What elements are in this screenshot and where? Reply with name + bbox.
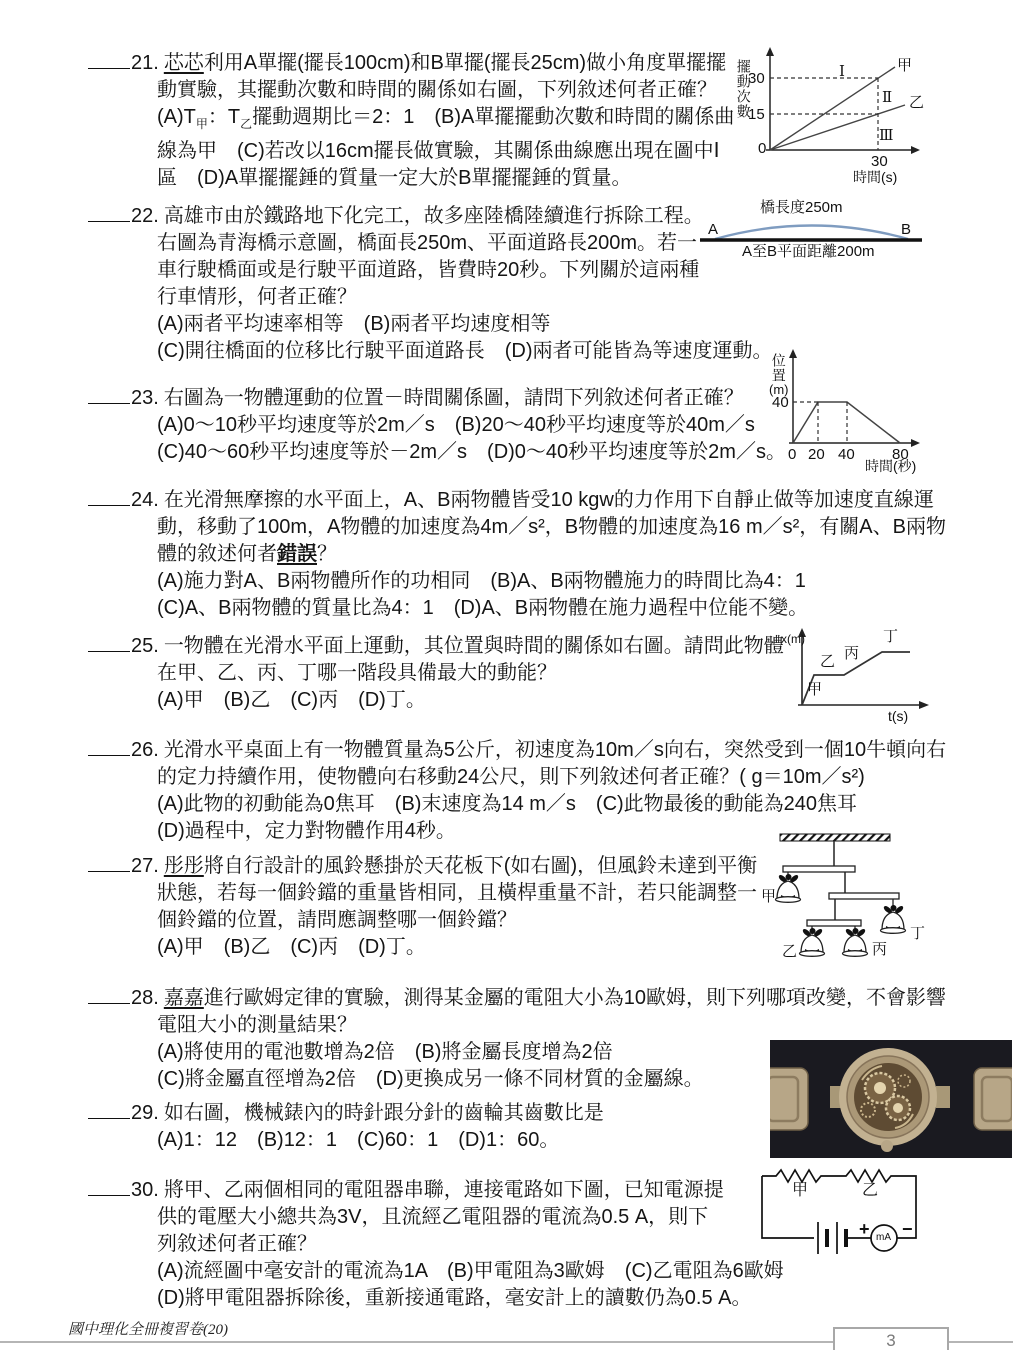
x-axis-label: t(s): [888, 708, 909, 724]
question-line: 動，移動了100m，A物體的加速度為4m／s²，B物體的加速度為16 m／s²，有關A、B兩物: [157, 516, 946, 538]
question-number: 21.: [131, 52, 159, 74]
question-30: [88, 1177, 784, 1312]
question-line: (A)1：12 (B)12：1 (C)60：1 (D)1：60。: [157, 1129, 560, 1151]
page-number: 3: [886, 1330, 896, 1350]
x-tick-80: 80: [892, 446, 909, 463]
question-number: 27.: [131, 855, 159, 877]
question-line: 體的敘述何者錯誤？: [157, 543, 337, 565]
question-27: [88, 853, 757, 961]
question-23: [88, 385, 786, 466]
question-line: 25. 一物體在光滑水平面上運動，其位置與時間的關係如右圖。請問此物體: [88, 633, 784, 660]
question-line: 右圖為青海橋示意圖，橋面長250m、平面道路長200m。若一: [157, 232, 698, 254]
bell-jia-label: 甲: [761, 888, 777, 905]
question-number: 29.: [131, 1102, 159, 1124]
question-line: 供的電壓大小總共為3V，且流經乙電阻器的電流為0.5 A，則下: [157, 1206, 709, 1228]
question-line: 23. 右圖為一物體運動的位置－時間關係圖，請問下列敘述何者正確？: [88, 385, 786, 412]
question-line: 22. 高雄市由於鐵路地下化完工，故多座陸橋陸續進行拆除工程。: [88, 203, 773, 230]
question-line: 狀態，若每一個鈴鐺的重量皆相同，且橫桿重量不計，若只能調整一: [157, 882, 757, 904]
question-line: 線為甲 (C)若改以16cm擺長做實驗，其關係曲線應出現在圖中Ⅰ: [157, 140, 720, 162]
emphasized-word: 錯誤: [277, 543, 317, 565]
question-21: [88, 50, 734, 192]
line-jia-label: 甲: [897, 57, 913, 74]
question-line: 27. 彤彤將自行設計的風鈴懸掛於天花板下(如右圖)，但風鈴未達到平衡: [88, 853, 757, 880]
question-line: 29. 如右圖，機械錶內的時針跟分針的齒輪其齒數比是: [88, 1100, 604, 1127]
bridge-diagram: [698, 198, 930, 264]
segment-jia-label: 甲: [807, 681, 823, 698]
question-line: 28. 嘉嘉進行歐姆定律的實驗，測得某金屬的電阻大小為10歐姆，則下列哪項改變，不會影響: [88, 985, 946, 1012]
question-line: 個鈴鐺的位置，請問應調整哪一個鈴鐺？: [157, 909, 517, 931]
question-22: [88, 203, 773, 365]
answer-blank: [88, 491, 130, 506]
answer-blank: [88, 54, 130, 69]
watch-image: [770, 1040, 1012, 1158]
pendulum-frequency-graph: [733, 45, 933, 195]
point-b-label: B: [901, 221, 912, 238]
question-line: 在甲、乙、丙、丁哪一階段具備最大的動能？: [157, 662, 557, 684]
plus-sign: +: [859, 1219, 870, 1239]
line-yi-label: 乙: [909, 94, 925, 111]
y-axis-unit: (m): [769, 382, 789, 397]
question-line: 動實驗，其擺動次數和時間的關係如右圖，下列敘述何者正確？: [157, 79, 717, 101]
x-tick-30: 30: [871, 153, 888, 170]
bell-ding-label: 丁: [910, 925, 926, 942]
segment-ding-label: 丁: [883, 628, 899, 645]
y-tick-30: 30: [748, 70, 765, 87]
student-name: 彤彤: [163, 855, 204, 877]
question-line: 30. 將甲、乙兩個相同的電阻器串聯，連接電路如下圖，已知電源提: [88, 1177, 784, 1204]
page-number-box: [833, 1327, 949, 1350]
region-2-label: Ⅱ: [882, 90, 893, 106]
question-number: 26.: [131, 739, 159, 761]
y-axis-label: 位置: [770, 353, 787, 383]
question-line: (C)A、B兩物體的質量比為4：1 (D)A、B兩物體在施力過程中位能不變。: [157, 597, 809, 619]
question-line: $(A)T_甲$：$T_乙$擺動週期比＝2：1 (B)A單擺擺動次數和時間的關係曲: [157, 106, 735, 131]
question-line: (A)流經圖中毫安計的電流為1A (B)甲電阻為3歐姆 (C)乙電阻為6歐姆: [157, 1260, 784, 1282]
position-time-graph: [766, 346, 1013, 474]
region-1-label: Ⅰ: [839, 64, 845, 80]
answer-blank: [88, 989, 130, 1004]
resistor-yi-label: 乙: [862, 1182, 879, 1199]
question-line: 列敘述何者正確？: [157, 1233, 317, 1255]
x-axis-label: 時間(s): [853, 169, 898, 185]
wind-chime-diagram: [755, 825, 1013, 971]
segment-yi-label: 乙: [820, 653, 836, 670]
question-number: 24.: [131, 489, 159, 511]
ammeter-label: mA: [876, 1232, 891, 1243]
question-line: (A)0～10秒平均速度等於2m／s (B)20～40秒平均速度等於40m／s: [157, 414, 755, 436]
bell-bing-label: 丙: [872, 941, 888, 958]
question-line: (A)兩者平均速率相等 (B)兩者平均速度相等: [157, 313, 551, 335]
answer-blank: [88, 207, 130, 222]
question-line: (D)過程中，定力對物體作用4秒。: [157, 820, 456, 842]
bridge-length-label: 橋長度250m: [760, 199, 843, 216]
footer-title: 國中理化全冊複習卷(20): [68, 1322, 228, 1338]
question-line: (A)此物的初動能為0焦耳 (B)末速度為14 m／s (C)此物最後的動能為240焦耳: [157, 793, 858, 815]
student-name: 芯芯: [163, 52, 204, 74]
question-number: 25.: [131, 635, 159, 657]
question-line: 區 (D)A單擺擺錘的質量一定大於B單擺擺錘的質量。: [157, 167, 632, 189]
x-tick-20: 20: [808, 446, 825, 463]
answer-blank: [88, 857, 130, 872]
x-axis-label: 時間(秒): [865, 458, 917, 474]
question-line: (A)甲 (B)乙 (C)丙 (D)丁。: [157, 936, 426, 958]
y-axis-label: 擺動次數: [735, 59, 752, 119]
question-line: 行車情形，何者正確？: [157, 286, 357, 308]
circuit-diagram: [756, 1166, 1006, 1261]
question-24: [88, 487, 946, 622]
circuit-strokes: [756, 1166, 1006, 1261]
point-a-label: A: [708, 221, 719, 238]
y-tick-15: 15: [748, 106, 765, 123]
question-line: (A)施力對A、B兩物體所作的功相同 (B)A、B兩物體施力的時間比為4：1: [157, 570, 806, 592]
question-line: (A)將使用的電池數增為2倍 (B)將金屬長度增為2倍: [157, 1041, 613, 1063]
y-tick-40: 40: [772, 394, 789, 411]
question-number: 23.: [131, 387, 159, 409]
x-tick-40: 40: [838, 446, 855, 463]
region-3-label: Ⅲ: [879, 128, 894, 144]
resistor-jia-label: 甲: [792, 1182, 809, 1199]
question-number: 28.: [131, 987, 159, 1009]
student-name: 嘉嘉: [163, 987, 204, 1009]
answer-blank: [88, 1104, 130, 1119]
answer-blank: [88, 1181, 130, 1196]
question-line: [88, 50, 734, 77]
minus-sign: −: [902, 1219, 913, 1239]
question-29: [88, 1100, 604, 1154]
x-tick-0: 0: [788, 446, 797, 463]
answer-blank: [88, 741, 130, 756]
question-line: (D)將甲電阻器拆除後，重新接通電路，毫安計上的讀數仍為0.5 A。: [157, 1287, 752, 1309]
segment-bing-label: 丙: [844, 645, 860, 662]
question-line: 24. 在光滑無摩擦的水平面上，A、B兩物體皆受10 kgw的力作用下自靜止做等加速度直線運: [88, 487, 946, 514]
graph-strokes: [766, 346, 1013, 474]
question-number: 30.: [131, 1179, 159, 1201]
answer-blank: [88, 389, 130, 404]
position-time-step-graph: [780, 625, 1013, 725]
bell-yi-label: 乙: [782, 943, 798, 960]
answer-blank: [88, 637, 130, 652]
watch-photo: [770, 1040, 1012, 1158]
question-line: 26. 光滑水平桌面上有一物體質量為5公斤，初速度為10m／s向右，突然受到一個10牛頓向右: [88, 737, 946, 764]
question-text: 利用A單擺(擺長100cm)和B單擺(擺長25cm)做小角度單擺擺: [203, 52, 727, 74]
question-25: [88, 633, 784, 714]
question-line: 的定力持續作用，使物體向右移動24公尺，則下列敘述何者正確？( g＝10m／s²): [157, 766, 865, 788]
question-line: 電阻大小的測量結果？: [157, 1014, 357, 1036]
question-line: (A)甲 (B)乙 (C)丙 (D)丁。: [157, 689, 426, 711]
question-line: (C)開往橋面的位移比行駛平面道路長 (D)兩者可能皆為等速度運動。: [157, 340, 773, 362]
question-line: 車行駛橋面或是行駛平面道路，皆費時20秒。下列關於這兩種: [157, 259, 700, 281]
question-number: 22.: [131, 205, 159, 227]
y-axis-label: x(m): [781, 632, 805, 646]
ground-distance-label: A至B平面距離200m: [742, 243, 875, 260]
origin-label: 0: [758, 140, 767, 157]
question-line: (C)40～60秒平均速度等於－2m／s (D)0～40秒平均速度等於2m／s。: [157, 441, 786, 463]
question-line: (C)將金屬直徑增為2倍 (D)更換成另一條不同材質的金屬線。: [157, 1068, 704, 1090]
